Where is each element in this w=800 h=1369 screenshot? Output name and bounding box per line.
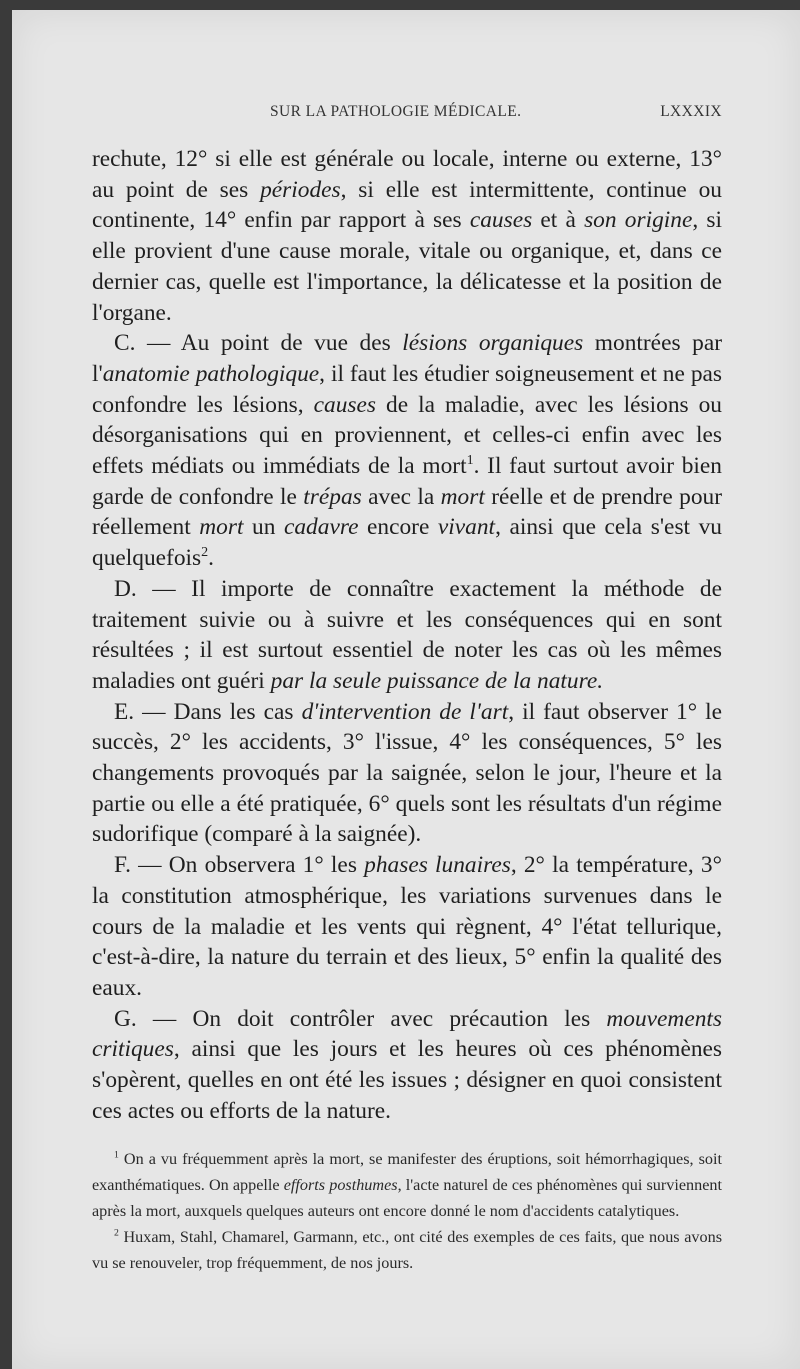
paragraph-g-mouvements xyxy=(92,1004,722,1127)
text-span: et à xyxy=(532,207,585,234)
italic-span: mouvements critiques xyxy=(92,1005,722,1063)
italic-span: causes xyxy=(313,391,376,418)
text-span: D. — Il importe de connaître exactement la méthode de traitement suivie ou à suivre et les conséquences qui en sont résultées ; il est surtout essentiel de noter les cas où les mêmes maladies ont guéri xyxy=(92,575,722,694)
text-span: montrées par l' xyxy=(92,330,722,387)
footnote-2 xyxy=(92,1224,722,1276)
italic-span: mort xyxy=(440,483,485,510)
text-span: G. — On doit contrôler avec précaution les xyxy=(114,1005,607,1032)
footnote-marker: 2 xyxy=(201,544,209,561)
text-span: encore xyxy=(358,514,438,541)
italic-span: efforts posthumes xyxy=(283,1176,398,1194)
italic-span: trépas xyxy=(303,483,362,510)
page-number: LXXXIX xyxy=(660,103,722,120)
footnote-marker: 1 xyxy=(466,452,474,469)
text-span: . Il faut surtout avoir bien garde de confondre le xyxy=(92,453,723,510)
italic-span: cadavre xyxy=(283,514,359,541)
italic-span: d'intervention de l'art xyxy=(301,698,509,725)
footnote-marker: 2 xyxy=(114,1227,119,1239)
footnote-marker: 1 xyxy=(114,1149,119,1161)
paragraph-e-intervention xyxy=(92,697,722,851)
text-span: On a vu fréquemment après la mort, se manifester des éruptions, soit hémorrhagiques, soit exanthématiques. On appelle xyxy=(92,1150,722,1194)
paragraph-c-lesions xyxy=(92,328,722,574)
paragraph-d-traitement xyxy=(92,574,722,697)
italic-span: phases lunaires xyxy=(364,852,511,879)
text-span: un xyxy=(243,514,284,541)
text-span: avec la xyxy=(361,483,441,510)
text-span: , 2° la température, 3° la constitution atmosphérique, les variations survenues dans le cours de la maladie et les vents qui règnent, 4° l'état tellurique, c'est-à-dire, la nature du terrain et des lieux, 5° enfin la qualité des eaux. xyxy=(92,852,722,1001)
italic-span: causes xyxy=(469,207,533,234)
text-span: Huxam, Stahl, Chamarel, Garmann, etc., ont cité des exemples de ces faits, que nous avons vu se renouveler, trop fréquemment, de nos jours. xyxy=(92,1228,722,1272)
text-span: , ainsi que les jours et les heures où ces phénomènes s'opèrent, quelles en ont été les issues ; désigner en quoi consistent ces actes ou efforts de la nature. xyxy=(92,1036,722,1124)
text-span: . xyxy=(208,545,215,572)
text-span: F. — On observera 1° les xyxy=(114,852,365,879)
text-span: C. — Au point de vue des xyxy=(114,330,403,357)
text-span: , si elle provient d'une cause morale, vitale ou organique, et, dans ce dernier cas, quelle est l'importance, la délicatesse et la position de l'organe. xyxy=(92,207,722,326)
footnotes xyxy=(92,1146,722,1276)
text-span: , il faut observer 1° le succès, 2° les accidents, 3° l'issue, 4° les conséquences, 5° les changements provoqués par la saignée, selon le jour, l'heure et la partie ou elle a été pratiquée, 6° quels sont les résultats d'un régime sudorifique (comparé à la saignée). xyxy=(92,698,723,848)
italic-span: périodes xyxy=(260,176,341,203)
italic-span: par la seule puissance de la nature. xyxy=(270,667,604,694)
text-span: réelle et de prendre pour réellement xyxy=(92,483,722,541)
paragraph-f-observations xyxy=(92,850,722,1004)
text-span: rechute, 12° si elle est générale ou locale, interne ou externe, 13° au point de ses xyxy=(92,146,722,203)
text-span: , si elle est intermittente, continue ou continente, 14° enfin par rapport à ses xyxy=(92,176,722,234)
book-page xyxy=(12,10,800,1369)
text-span: de la maladie, avec les lésions ou désorganisations qui en proviennent, et celles-ci enfin avec les effets médiats ou immédiats de la mort xyxy=(92,391,723,480)
italic-span: anatomie pathologique xyxy=(102,360,320,387)
main-text xyxy=(92,144,722,1127)
italic-span: lésions organiques xyxy=(402,330,584,357)
italic-span: son origine xyxy=(584,207,693,234)
paragraph-continuation xyxy=(92,144,722,328)
text-span: , ainsi que cela s'est vu quelquefois xyxy=(92,514,722,572)
italic-span: mort xyxy=(199,514,244,541)
text-span: , il faut les étudier soigneusement et ne pas confondre les lésions, xyxy=(92,360,722,418)
text-span: , l'acte naturel de ces phénomènes qui surviennent après la mort, auxquels quelques auteurs ont encore donné le nom d'accidents catalytiques. xyxy=(92,1176,723,1220)
footnote-1 xyxy=(92,1146,722,1224)
running-title: SUR LA PATHOLOGIE MÉDICALE. xyxy=(270,103,522,120)
italic-span: vivant xyxy=(437,514,496,541)
text-span: E. — Dans les cas xyxy=(114,698,302,725)
